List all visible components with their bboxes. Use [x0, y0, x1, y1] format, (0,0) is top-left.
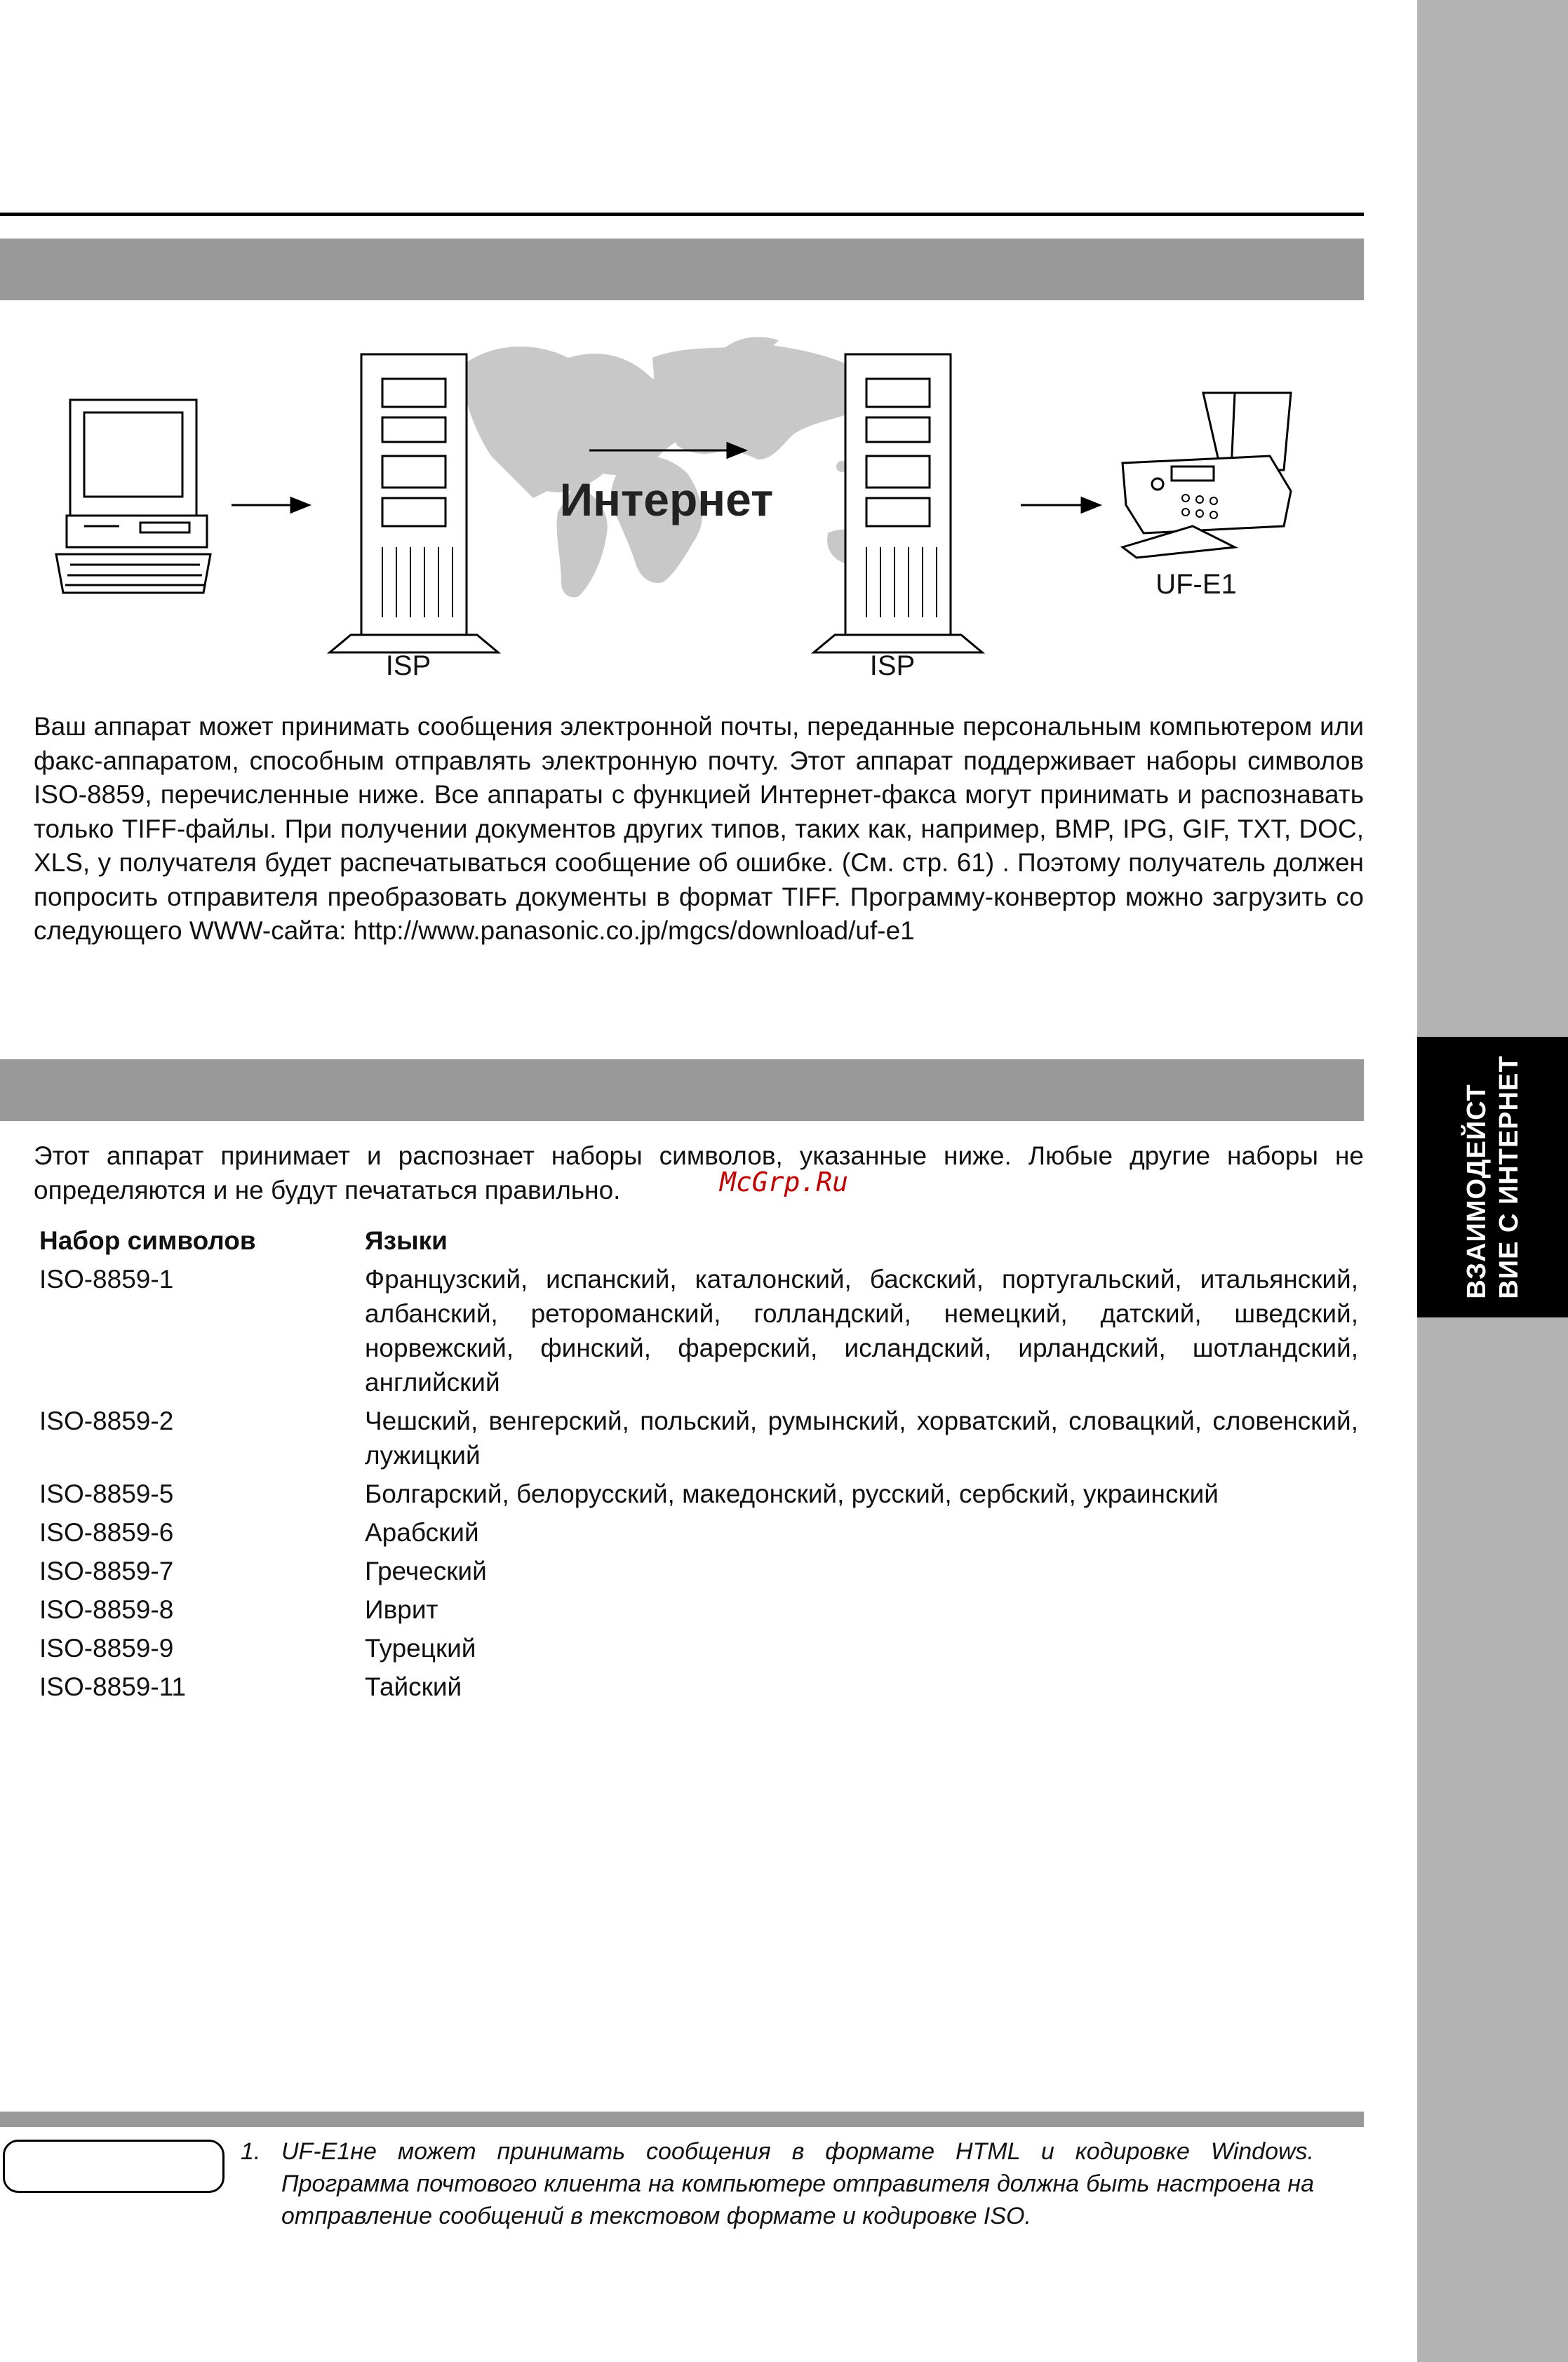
header-charset: Набор символов	[39, 1226, 256, 1255]
charset-table	[39, 1223, 1358, 1708]
languages-cell: Чешский, венгерский, польский, румынский, хорватский, словацкий, словенский, лужицкий	[365, 1407, 1358, 1470]
table-row	[39, 1262, 1358, 1404]
charset-intro-paragraph: Этот аппарат принимает и распознает наборы символов, указанные ниже. Любые другие наборы не определяются и не будут печататься правильно.	[34, 1141, 1364, 1205]
languages-cell: Французский, испанский, каталонский, баскский, португальский, итальянский, албанский, ретороманский, голландский, немецкий, датский, шведский, норвежский, финский, фарерский, исландский, ирландский, шотландский, английский	[365, 1265, 1358, 1397]
isp-right-label: ISP	[869, 650, 916, 680]
languages-cell: Турецкий	[365, 1634, 476, 1663]
charset-cell: ISO-8859-6	[39, 1518, 174, 1547]
table-header-row	[39, 1223, 1358, 1262]
table-row	[39, 1631, 1358, 1670]
footnote-number: 1.	[241, 2138, 261, 2165]
charset-cell: ISO-8859-2	[39, 1407, 174, 1435]
table-row	[39, 1404, 1358, 1477]
side-tab-label	[1461, 1055, 1525, 1299]
header-languages: Языки	[365, 1226, 448, 1255]
languages-cell: Тайский	[365, 1672, 462, 1701]
languages-cell: Греческий	[365, 1557, 487, 1585]
charset-cell: ISO-8859-5	[39, 1479, 174, 1508]
footnote-text: UF-E1не может принимать сообщения в формате HTML и кодировке Windows. Программа почтового клиента на компьютере отправителя должна быть настроена на отправление сообщений в текстовом формате и кодировке ISO.	[281, 2138, 1314, 2229]
top-rule	[0, 213, 1364, 216]
fax-machine-icon	[1123, 393, 1291, 558]
charset-cell: ISO-8859-8	[39, 1595, 174, 1624]
section-side-tab[interactable]	[1417, 1037, 1568, 1317]
internet-label: Интернет	[559, 474, 774, 525]
watermark: McGrp.Ru	[720, 1167, 849, 1197]
section-header-bar	[0, 239, 1364, 300]
footnote	[241, 2135, 1314, 2232]
world-map-illustration	[463, 337, 874, 597]
side-tab-line2: ВИЕ С ИНТЕРНЕТ	[1494, 1055, 1524, 1299]
languages-cell: Арабский	[365, 1518, 479, 1547]
table-row	[39, 1515, 1358, 1554]
network-diagram	[0, 316, 1364, 680]
footnote-separator-bar	[0, 2112, 1364, 2127]
isp-left-label: ISP	[385, 650, 431, 680]
languages-cell: Иврит	[365, 1595, 438, 1624]
languages-cell: Болгарский, белорусский, македонский, русский, сербский, украинский	[365, 1479, 1219, 1508]
section-header-bar-2	[0, 1059, 1364, 1121]
table-row	[39, 1477, 1358, 1515]
device-label: UF-E1	[1155, 569, 1237, 600]
computer-icon	[56, 400, 210, 593]
table-row	[39, 1554, 1358, 1592]
table-row	[39, 1670, 1358, 1708]
charset-cell: ISO-8859-9	[39, 1634, 174, 1663]
table-row	[39, 1592, 1358, 1631]
charset-cell: ISO-8859-11	[39, 1672, 187, 1701]
note-label-box	[3, 2140, 225, 2193]
intro-paragraph: Ваш аппарат может принимать сообщения электронной почты, переданные персональным компьютером или факс-аппаратом, способным отправлять электронную почту. Этот аппарат поддерживает наборы символов ISO-8859, перечисленные ниже. Все аппараты с функцией Интернет-факса могут принимать и распознавать только TIFF-файлы. При получении документов других типов, таких как, например, BMP, IPG, GIF, TXT, DOC, XLS, у получателя будет распечатываться сообщение об ошибке. (См. стр. 61) . Поэтому получатель должен попросить отправителя преобразовать документы в формат TIFF. Программу-конвертор можно загрузить со следующего WWW-сайта: http://www.panasonic.co.jp/mgcs/download/uf-e1	[34, 712, 1364, 945]
side-tab-line1: ВЗАИМОДЕЙСТ	[1461, 1084, 1492, 1299]
charset-cell: ISO-8859-1	[39, 1265, 174, 1294]
charset-cell: ISO-8859-7	[39, 1557, 174, 1585]
